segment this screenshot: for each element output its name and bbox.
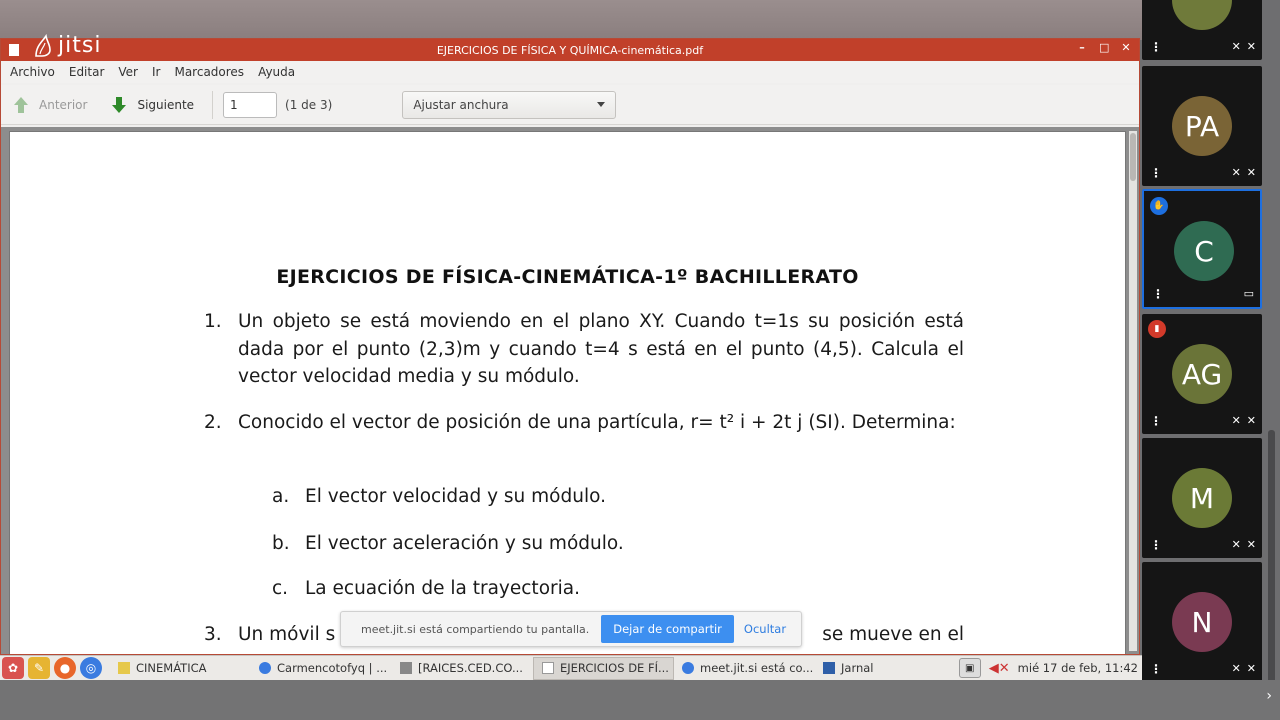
mic-muted-icon: ✕ — [1231, 538, 1241, 551]
avatar: N — [1172, 592, 1232, 652]
zoom-value: Ajustar anchura — [413, 97, 509, 112]
participant-tile[interactable] — [1142, 438, 1262, 558]
next-page-button[interactable]: Siguiente — [99, 90, 206, 120]
taskbar — [0, 655, 1142, 680]
screen-share-banner — [340, 611, 802, 647]
system-tray — [959, 658, 1142, 678]
question-1 — [204, 308, 964, 391]
chromium-icon[interactable]: ◎ — [80, 657, 102, 679]
top-strip — [0, 0, 1280, 40]
arrow-up-icon — [13, 96, 29, 114]
more-icon[interactable]: ⋮ — [1150, 414, 1162, 428]
menu-ir[interactable]: Ir — [151, 65, 161, 79]
menu-archivo[interactable]: Archivo — [10, 65, 55, 79]
more-icon[interactable]: ⋮ — [1150, 40, 1162, 54]
more-icon[interactable]: ⋮ — [1152, 287, 1164, 301]
window-title: EJERCICIOS DE FÍSICA Y QUÍMICA-cinemática.pdf — [436, 43, 704, 57]
connection-indicator-icon: ▮ — [1148, 320, 1166, 338]
moderator-icon: ✋ — [1150, 197, 1168, 215]
volume-muted-icon[interactable]: ◀✕ — [988, 660, 1010, 676]
menu-ver[interactable]: Ver — [118, 65, 138, 79]
question-text-start: Un móvil s — [238, 624, 336, 645]
avatar: M — [1172, 468, 1232, 528]
page-count: (1 de 3) — [285, 97, 333, 112]
avatar: C — [1174, 221, 1234, 281]
subquestion-letter: c. — [272, 578, 289, 599]
folder-icon — [118, 662, 130, 674]
app-menu-icon[interactable]: ✿ — [2, 657, 24, 679]
taskbar-item[interactable]: Carmencotofyq | ... — [251, 657, 392, 680]
subquestion-text: El vector aceleración y su módulo. — [305, 533, 624, 554]
question-number: 2. — [204, 412, 222, 433]
sidebar-scrollbar[interactable] — [1268, 430, 1275, 690]
taskbar-item[interactable]: [RAICES.CED.CO... — [392, 657, 533, 680]
taskbar-item[interactable]: CINEMÁTICA — [110, 657, 251, 680]
window-menu-icon[interactable] — [9, 44, 19, 56]
camera-off-icon: ✕ — [1246, 40, 1256, 53]
browser-icon — [259, 662, 271, 674]
avatar: AG — [1172, 344, 1232, 404]
participant-tile[interactable] — [1142, 562, 1262, 682]
launchers — [0, 657, 110, 679]
taskbar-item[interactable]: Jarnal — [815, 657, 935, 680]
mic-muted-icon: ✕ — [1231, 414, 1241, 427]
taskbar-item[interactable]: meet.jit.si está co... — [674, 657, 815, 680]
toolbar — [1, 85, 1139, 125]
question-2b — [272, 530, 772, 558]
mic-muted-icon: ✕ — [1231, 40, 1241, 53]
camera-off-icon: ✕ — [1246, 538, 1256, 551]
participant-tile[interactable] — [1142, 66, 1262, 186]
camera-off-icon: ✕ — [1246, 414, 1256, 427]
question-text: Un objeto se está moviendo en el plano XY. Cuando t=1s su posición está dada por el punto (2,3)m y cuando t=4 s está en el punto (4,5). Calcula el vector velocidad media y su módulo. — [238, 311, 964, 387]
document-icon — [542, 662, 554, 674]
menubar — [1, 61, 1139, 83]
menu-marcadores[interactable]: Marcadores — [174, 65, 245, 79]
browser-icon — [682, 662, 694, 674]
previous-page-button[interactable]: Anterior — [1, 90, 99, 120]
pdf-page — [9, 131, 1126, 655]
window-icon — [400, 662, 412, 674]
screen-share-icon: ▭ — [1243, 287, 1254, 300]
subquestion-text: La ecuación de la trayectoria. — [305, 578, 580, 599]
subquestion-text: El vector velocidad y su módulo. — [305, 486, 606, 507]
jitsi-logo-icon — [32, 32, 54, 58]
page-number-input[interactable]: 1 — [223, 92, 277, 118]
question-text-tail: se mueve en el — [822, 624, 964, 645]
question-2 — [204, 409, 964, 437]
question-2a — [272, 483, 772, 511]
keyboard-icon[interactable]: ▣ — [959, 658, 981, 678]
viewer-scrollbar[interactable] — [1129, 131, 1137, 651]
minimize-button[interactable]: – — [1079, 41, 1085, 54]
question-number: 1. — [204, 311, 222, 332]
subquestion-letter: a. — [272, 486, 290, 507]
question-number: 3. — [204, 624, 222, 645]
avatar — [1172, 0, 1232, 30]
document-title: EJERCICIOS DE FÍSICA-CINEMÁTICA-1º BACHILLERATO — [276, 266, 859, 288]
pen-icon — [823, 662, 835, 674]
bottom-bar — [0, 680, 1280, 720]
arrow-down-icon — [111, 96, 127, 114]
more-icon[interactable]: ⋮ — [1150, 662, 1162, 676]
maximize-button[interactable]: □ — [1099, 41, 1110, 54]
participant-tile[interactable] — [1142, 314, 1262, 434]
pdf-viewer-window — [0, 38, 1140, 655]
hide-banner-button[interactable]: Ocultar — [743, 622, 787, 636]
more-icon[interactable]: ⋮ — [1150, 538, 1162, 552]
document-viewer[interactable] — [1, 127, 1139, 655]
menu-ayuda[interactable]: Ayuda — [258, 65, 296, 79]
chevron-down-icon — [597, 102, 605, 107]
participant-tile-active[interactable] — [1142, 189, 1262, 309]
stop-sharing-button[interactable]: Dejar de compartir — [601, 615, 734, 643]
window-titlebar[interactable] — [1, 39, 1139, 61]
mic-muted-icon: ✕ — [1231, 166, 1241, 179]
clock[interactable]: mié 17 de feb, 11:42 — [1017, 661, 1138, 675]
participant-tile[interactable] — [1142, 0, 1262, 60]
camera-off-icon: ✕ — [1246, 166, 1256, 179]
taskbar-item-active[interactable]: EJERCICIOS DE FÍ... — [533, 657, 674, 680]
subquestion-letter: b. — [272, 533, 290, 554]
editor-icon[interactable]: ✎ — [28, 657, 50, 679]
participants-sidebar — [1142, 0, 1280, 720]
camera-off-icon: ✕ — [1246, 662, 1256, 675]
firefox-icon[interactable]: ● — [54, 657, 76, 679]
menu-editar[interactable]: Editar — [68, 65, 105, 79]
avatar: PA — [1172, 96, 1232, 156]
zoom-select[interactable] — [402, 91, 616, 119]
more-icon[interactable]: ⋮ — [1150, 166, 1162, 180]
scrollbar-thumb[interactable] — [1130, 133, 1136, 181]
toolbar-separator — [212, 91, 213, 119]
jitsi-logo — [32, 30, 101, 60]
share-message: meet.jit.si está compartiendo tu pantalla. — [361, 622, 590, 636]
chevron-right-icon[interactable]: › — [1266, 688, 1272, 704]
question-2c — [272, 575, 772, 603]
jitsi-brand: jitsi — [58, 32, 102, 58]
question-text: Conocido el vector de posición de una partícula, r= t² i + 2t j (SI). Determina: — [238, 412, 956, 433]
mic-muted-icon: ✕ — [1231, 662, 1241, 675]
close-button[interactable]: ✕ — [1121, 41, 1131, 54]
